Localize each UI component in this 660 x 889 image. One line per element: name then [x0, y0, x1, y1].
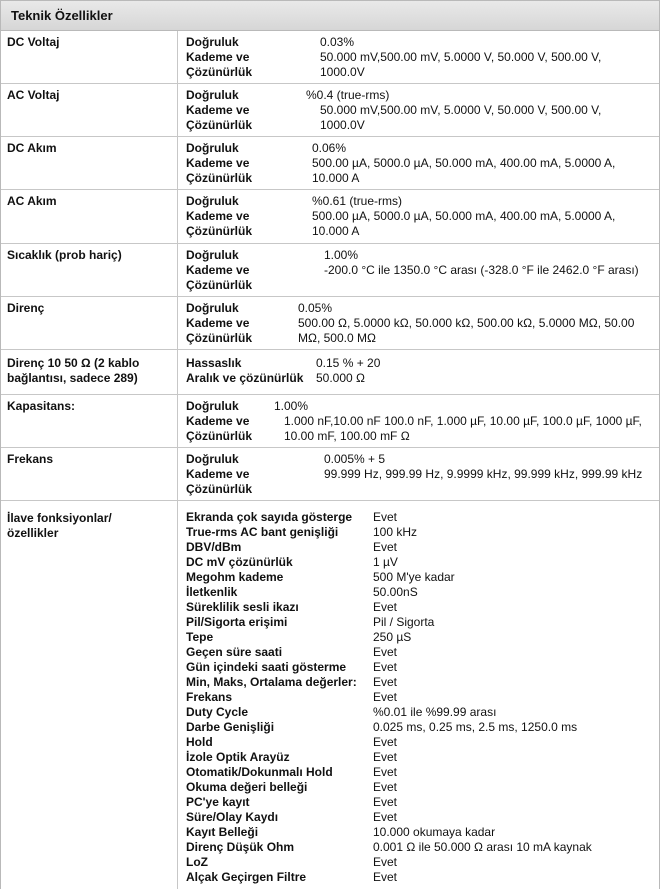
accuracy-value: 1.00% — [324, 248, 359, 262]
range-label: Kademe ve — [186, 263, 250, 277]
feature-value: Pil / Sigorta — [373, 615, 435, 629]
resolution-label: Çözünürlük — [186, 482, 252, 496]
row-content — [178, 297, 659, 349]
row-content — [178, 190, 659, 243]
feature-value: Evet — [373, 675, 398, 689]
feature-value: 500 M'ye kadar — [373, 570, 455, 584]
accuracy-value: 1.00% — [274, 399, 309, 413]
accuracy-label: Doğruluk — [186, 248, 239, 262]
feature-name: Gün içindeki saati gösterme — [186, 660, 347, 674]
row-content — [178, 448, 659, 500]
accuracy-label: Doğruluk — [186, 88, 239, 102]
range-value: 500.00 µA, 5000.0 µA, 50.000 mA, 400.00 mA, 5.0000 A, 10.000 A — [312, 156, 616, 185]
feature-value: Evet — [373, 765, 398, 779]
feature-value: %0.01 ile %99.99 arası — [373, 705, 497, 719]
feature-name: Frekans — [186, 690, 233, 704]
row-content — [178, 84, 659, 136]
range-label: Kademe ve — [186, 156, 250, 170]
feature-value: Evet — [373, 780, 398, 794]
feature-value: Evet — [373, 540, 398, 554]
row-ac-voltage — [1, 84, 659, 137]
feature-value: Evet — [373, 690, 398, 704]
accuracy-value: %0.4 (true-rms) — [306, 88, 390, 102]
table-title: Teknik Özellikler — [1, 1, 659, 31]
row-label: Sıcaklık (prob hariç) — [1, 244, 178, 296]
feature-value: Evet — [373, 660, 398, 674]
row-dc-voltage — [1, 31, 659, 84]
feature-name: Otomatik/Dokunmalı Hold — [186, 765, 333, 779]
accuracy-value: %0.61 (true-rms) — [312, 194, 403, 208]
feature-name: Süre/Olay Kaydı — [186, 810, 279, 824]
row-label: Frekans — [1, 448, 178, 500]
accuracy-value: 0.005% + 5 — [324, 452, 386, 466]
accuracy-label: Doğruluk — [186, 301, 239, 315]
feature-name: Darbe Genişliği — [186, 720, 275, 734]
feature-name: Direnç Düşük Ohm — [186, 840, 295, 854]
resolution-label: Çözünürlük — [186, 278, 252, 292]
row-capacitance — [1, 395, 659, 448]
feature-value: Evet — [373, 870, 398, 884]
range-value: 500.00 µA, 5000.0 µA, 50.000 mA, 400.00 mA, 5.0000 A, 10.000 A — [312, 209, 616, 238]
feature-value: Evet — [373, 810, 398, 824]
feature-name: True-rms AC bant genişliği — [186, 525, 339, 539]
row-ac-current — [1, 190, 659, 244]
feature-name: Geçen süre saati — [186, 645, 283, 659]
feature-name: Hold — [186, 735, 213, 749]
feature-value: 250 µS — [373, 630, 412, 644]
resolution-label: Çözünürlük — [186, 118, 252, 132]
feature-value: Evet — [373, 510, 398, 524]
feature-name: İzole Optik Arayüz — [186, 750, 290, 764]
accuracy-value: 0.06% — [312, 141, 347, 155]
resolution-label: Çözünürlük — [186, 171, 252, 185]
range-value: 500.00 Ω, 5.0000 kΩ, 50.000 kΩ, 500.00 kΩ, 5.0000 MΩ, 50.00 MΩ, 500.0 MΩ — [298, 316, 635, 345]
feature-name: Alçak Geçirgen Filtre — [186, 870, 307, 884]
range-label: Kademe ve — [186, 316, 250, 330]
range-resolution-label: Aralık ve çözünürlük — [186, 371, 304, 385]
feature-name: Süreklilik sesli ikazı — [186, 600, 299, 614]
row-extras — [1, 501, 659, 889]
feature-value: Evet — [373, 735, 398, 749]
resolution-label: Çözünürlük — [186, 429, 252, 443]
accuracy-value: 0.05% — [298, 301, 333, 315]
row-label: Kapasitans: — [1, 395, 178, 447]
accuracy-label: Doğruluk — [186, 194, 239, 208]
feature-value: 50.00nS — [373, 585, 418, 599]
resolution-label: Çözünürlük — [186, 65, 252, 79]
feature-name: Duty Cycle — [186, 705, 249, 719]
feature-name: Okuma değeri belleği — [186, 780, 308, 794]
range-label: Kademe ve — [186, 50, 250, 64]
feature-value: Evet — [373, 645, 398, 659]
range-value: 50.000 Ω — [316, 371, 366, 385]
row-resistance — [1, 297, 659, 350]
row-content — [178, 31, 659, 83]
range-label: Kademe ve — [186, 103, 250, 117]
range-value: -200.0 °C ile 1350.0 °C arası (-328.0 °F ile 2462.0 °F arası) — [324, 263, 639, 277]
feature-value: 10.000 okumaya kadar — [373, 825, 496, 839]
row-content — [178, 350, 659, 394]
row-label: Direnç — [1, 297, 178, 349]
feature-value: Evet — [373, 795, 398, 809]
accuracy-label: Doğruluk — [186, 141, 239, 155]
feature-name: DBV/dBm — [186, 540, 242, 554]
range-value: 99.999 Hz, 999.99 Hz, 9.9999 kHz, 99.999 kHz, 999.99 kHz — [324, 467, 643, 481]
row-low-resistance — [1, 350, 659, 395]
resolution-label: Çözünürlük — [186, 224, 252, 238]
feature-name: DC mV çözünürlük — [186, 555, 293, 569]
feature-name: Min, Maks, Ortalama değerler: — [186, 675, 357, 689]
feature-name: Kayıt Belleği — [186, 825, 259, 839]
feature-name: LoZ — [186, 855, 208, 869]
feature-value: Evet — [373, 600, 398, 614]
feature-value: Evet — [373, 750, 398, 764]
accuracy-label: Doğruluk — [186, 35, 239, 49]
accuracy-label: Doğruluk — [186, 399, 239, 413]
feature-value: 0.025 ms, 0.25 ms, 2.5 ms, 1250.0 ms — [373, 720, 578, 734]
resolution-label: Çözünürlük — [186, 331, 252, 345]
range-label: Kademe ve — [186, 414, 250, 428]
row-label: İlave fonksiyonlar/ özellikler — [1, 501, 178, 889]
row-label: DC Voltaj — [1, 31, 178, 83]
feature-name: Pil/Sigorta erişimi — [186, 615, 288, 629]
range-value: 50.000 mV,500.00 mV, 5.0000 V, 50.000 V, 500.00 V, 1000.0V — [320, 50, 602, 79]
feature-value: 0.001 Ω ile 50.000 Ω arası 10 mA kaynak — [373, 840, 592, 854]
feature-value: Evet — [373, 855, 398, 869]
feature-name: Tepe — [186, 630, 214, 644]
accuracy-value: 0.03% — [320, 35, 355, 49]
row-content — [178, 244, 659, 296]
feature-name: PC'ye kayıt — [186, 795, 250, 809]
row-content — [178, 395, 659, 447]
feature-value: 100 kHz — [373, 525, 418, 539]
row-content — [178, 137, 659, 189]
range-value: 50.000 mV,500.00 mV, 5.0000 V, 50.000 V, 500.00 V, 1000.0V — [320, 103, 602, 132]
sensitivity-value: 0.15 % + 20 — [316, 356, 381, 370]
row-label: DC Akım — [1, 137, 178, 189]
feature-value: 1 µV — [373, 555, 398, 569]
row-label: AC Akım — [1, 190, 178, 243]
feature-name: Ekranda çok sayıda gösterge — [186, 510, 353, 524]
feature-name: Megohm kademe — [186, 570, 284, 584]
range-value: 1.000 nF,10.00 nF 100.0 nF, 1.000 µF, 10.00 µF, 100.0 µF, 1000 µF, 10.00 mF, 100.00 mF Ω — [284, 414, 642, 443]
feature-name: İletkenlik — [186, 585, 238, 599]
row-dc-current — [1, 137, 659, 190]
row-temperature — [1, 244, 659, 297]
range-label: Kademe ve — [186, 209, 250, 223]
accuracy-label: Doğruluk — [186, 452, 239, 466]
range-label: Kademe ve — [186, 467, 250, 481]
sensitivity-label: Hassaslık — [186, 356, 242, 370]
extras-list — [178, 501, 659, 889]
row-label: Direnç 10 50 Ω (2 kablo bağlantısı, sadece 289) — [1, 350, 178, 394]
row-frequency — [1, 448, 659, 501]
row-label: AC Voltaj — [1, 84, 178, 136]
